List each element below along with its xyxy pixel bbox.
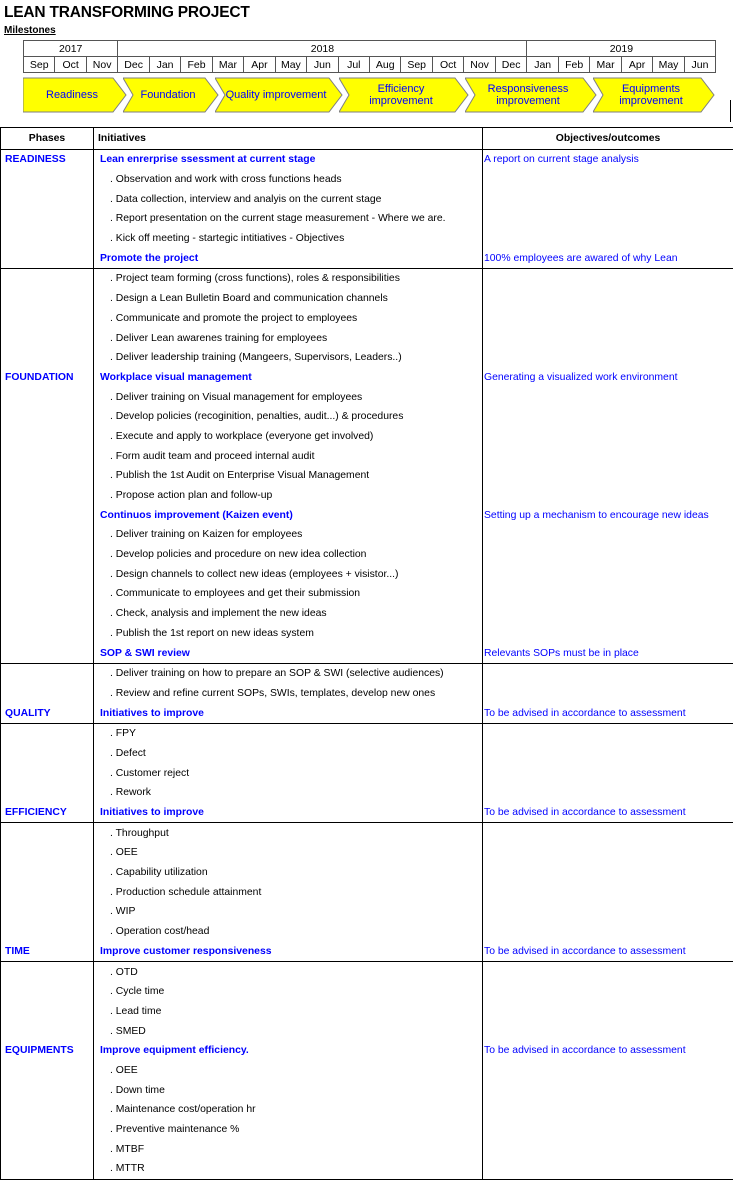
objective-cell [483, 1061, 733, 1081]
objective-cell [483, 348, 733, 368]
table-row [1, 269, 733, 289]
phase-cell [1, 982, 94, 1002]
phase-cell [1, 902, 94, 922]
initiative-item: . Operation cost/head [94, 922, 483, 942]
initiative-item: . Capability utilization [94, 863, 483, 883]
phase-cell [1, 1100, 94, 1120]
month-cell: Jun [684, 57, 716, 73]
table-header [1, 128, 733, 150]
objective-cell: To be advised in accordance to assessment [483, 803, 733, 823]
objective-cell [483, 663, 733, 683]
objective-cell [483, 564, 733, 584]
month-row [24, 57, 716, 73]
month-cell: Mar [590, 57, 621, 73]
objective-cell [483, 387, 733, 407]
phase-cell [1, 1139, 94, 1159]
phase-cell [1, 564, 94, 584]
initiative-heading: Improve customer responsiveness [94, 942, 483, 962]
initiative-item: . Check, analysis and implement the new ideas [94, 604, 483, 624]
milestone-label: Efficiency improvement [349, 76, 453, 114]
initiative-item: . Communicate to employees and get their submission [94, 584, 483, 604]
initiative-item: . Project team forming (cross functions), roles & responsibilities [94, 269, 483, 289]
phase-cell: QUALITY [1, 703, 94, 723]
table-row [1, 1159, 733, 1179]
objective-cell [483, 1159, 733, 1179]
table-row [1, 663, 733, 683]
table-row [1, 328, 733, 348]
milestone-arrow [465, 76, 597, 114]
phase-cell [1, 525, 94, 545]
table-row [1, 783, 733, 803]
table-row [1, 763, 733, 783]
phase-cell [1, 387, 94, 407]
table-row [1, 545, 733, 565]
month-cell: Sep [401, 57, 432, 73]
table-row [1, 466, 733, 486]
header-objectives: Objectives/outcomes [483, 128, 733, 150]
initiative-item: . Design channels to collect new ideas (employees + visistor...) [94, 564, 483, 584]
phase-cell [1, 823, 94, 843]
phase-cell [1, 643, 94, 663]
milestone-arrow [23, 76, 127, 114]
initiative-item: . Develop policies (recoginition, penalties, audit...) & procedures [94, 407, 483, 427]
header-phases: Phases [1, 128, 94, 150]
initiative-item: . Execute and apply to workplace (everyone get involved) [94, 427, 483, 447]
phase-cell [1, 309, 94, 329]
year-cell: 2019 [527, 41, 716, 57]
header-initiatives: Initiatives [94, 128, 483, 150]
table-row [1, 882, 733, 902]
initiative-heading: Continuos improvement (Kaizen event) [94, 505, 483, 525]
table-row [1, 564, 733, 584]
objective-cell [483, 309, 733, 329]
table-row [1, 368, 733, 388]
initiative-item: . Publish the 1st Audit on Enterprise Visual Management [94, 466, 483, 486]
initiative-item: . OEE [94, 1061, 483, 1081]
phase-cell: TIME [1, 942, 94, 962]
initiative-item: . Throughput [94, 823, 483, 843]
objective-cell [483, 407, 733, 427]
objective-cell: Relevants SOPs must be in place [483, 643, 733, 663]
initiative-item: . Report presentation on the current stage measurement - Where we are. [94, 209, 483, 229]
initiative-item: . WIP [94, 902, 483, 922]
phase-cell [1, 744, 94, 764]
objective-cell [483, 863, 733, 883]
phase-cell [1, 863, 94, 883]
phase-cell: EFFICIENCY [1, 803, 94, 823]
table-row [1, 1100, 733, 1120]
milestone-arrow [215, 76, 343, 114]
phase-cell [1, 604, 94, 624]
phase-cell [1, 584, 94, 604]
phase-cell [1, 1061, 94, 1081]
table-row [1, 170, 733, 190]
table-row [1, 723, 733, 743]
milestone-label: Quality improvement [225, 76, 327, 114]
table-row [1, 229, 733, 249]
objective-cell [483, 446, 733, 466]
initiative-heading: Improve equipment efficiency. [94, 1041, 483, 1061]
phase-cell [1, 248, 94, 268]
objective-cell [483, 922, 733, 942]
objective-cell: A report on current stage analysis [483, 150, 733, 170]
initiative-item: . Observation and work with cross functions heads [94, 170, 483, 190]
initiative-item: . MTBF [94, 1139, 483, 1159]
objective-cell [483, 1002, 733, 1022]
divider [730, 100, 731, 122]
phase-cell [1, 505, 94, 525]
month-cell: May [275, 57, 306, 73]
phase-cell [1, 427, 94, 447]
initiative-item: . Deliver training on Visual management for employees [94, 387, 483, 407]
table-row [1, 525, 733, 545]
phase-cell [1, 723, 94, 743]
milestones-label: Milestones [4, 25, 56, 36]
objective-cell [483, 982, 733, 1002]
objective-cell [483, 843, 733, 863]
table-row [1, 248, 733, 268]
phase-cell [1, 328, 94, 348]
month-cell: Oct [432, 57, 463, 73]
initiative-heading: Initiatives to improve [94, 703, 483, 723]
objective-cell [483, 209, 733, 229]
objective-cell [483, 229, 733, 249]
month-cell: Jul [338, 57, 369, 73]
month-cell: Aug [370, 57, 401, 73]
phase-cell [1, 407, 94, 427]
objective-cell [483, 783, 733, 803]
initiative-item: . Propose action plan and follow-up [94, 486, 483, 506]
initiative-heading: Lean enrerprise ssessment at current stage [94, 150, 483, 170]
phase-cell [1, 962, 94, 982]
objective-cell: To be advised in accordance to assessment [483, 942, 733, 962]
initiative-item: . Deliver Lean awarenes training for employees [94, 328, 483, 348]
initiative-heading: SOP & SWI review [94, 643, 483, 663]
initiative-item: . FPY [94, 723, 483, 743]
phase-cell [1, 1002, 94, 1022]
initiative-item: . Publish the 1st report on new ideas system [94, 624, 483, 644]
table-row [1, 486, 733, 506]
table-row [1, 1061, 733, 1081]
table-row [1, 922, 733, 942]
objective-cell [483, 604, 733, 624]
table-row [1, 289, 733, 309]
milestone-arrow [339, 76, 469, 114]
phase-cell [1, 1080, 94, 1100]
initiative-item: . Data collection, interview and analyis on the current stage [94, 189, 483, 209]
objective-cell [483, 584, 733, 604]
objective-cell [483, 289, 733, 309]
milestone-label: Foundation [133, 76, 203, 114]
initiative-item: . Develop policies and procedure on new idea collection [94, 545, 483, 565]
phases-table [0, 127, 733, 1180]
month-cell: Apr [621, 57, 652, 73]
table-row [1, 348, 733, 368]
table-row [1, 843, 733, 863]
initiative-item: . Form audit team and proceed internal audit [94, 446, 483, 466]
objective-cell [483, 1100, 733, 1120]
table-row [1, 643, 733, 663]
initiative-heading: Workplace visual management [94, 368, 483, 388]
objective-cell [483, 823, 733, 843]
milestone-label: Readiness [33, 76, 111, 114]
objective-cell: Generating a visualized work environment [483, 368, 733, 388]
phase-cell [1, 229, 94, 249]
phase-cell [1, 466, 94, 486]
initiative-item: . Customer reject [94, 763, 483, 783]
table-row [1, 407, 733, 427]
month-cell: Oct [55, 57, 86, 73]
table-row [1, 1021, 733, 1041]
milestone-timeline [23, 40, 716, 73]
phase-cell [1, 289, 94, 309]
table-row [1, 982, 733, 1002]
phase-cell [1, 209, 94, 229]
table-row [1, 1002, 733, 1022]
table-row [1, 309, 733, 329]
objective-cell [483, 1139, 733, 1159]
phase-cell: EQUIPMENTS [1, 1041, 94, 1061]
table-row [1, 863, 733, 883]
month-cell: Jan [149, 57, 180, 73]
objective-cell: To be advised in accordance to assessment [483, 703, 733, 723]
phase-cell [1, 882, 94, 902]
milestone-arrow [593, 76, 715, 114]
table-row [1, 387, 733, 407]
initiative-item: . Cycle time [94, 982, 483, 1002]
month-cell: Apr [244, 57, 275, 73]
initiative-item: . Production schedule attainment [94, 882, 483, 902]
table-row [1, 803, 733, 823]
phase-cell [1, 189, 94, 209]
initiative-item: . Deliver training on how to prepare an SOP & SWI (selective audiences) [94, 663, 483, 683]
milestone-label: Equipments improvement [603, 76, 699, 114]
month-cell: Nov [86, 57, 117, 73]
year-cell: 2018 [118, 41, 527, 57]
objective-cell [483, 525, 733, 545]
month-cell: Feb [558, 57, 589, 73]
objective-cell [483, 684, 733, 704]
month-cell: Nov [464, 57, 495, 73]
phase-cell [1, 763, 94, 783]
objective-cell [483, 466, 733, 486]
table-row [1, 703, 733, 723]
month-cell: Mar [212, 57, 243, 73]
month-cell: Dec [118, 57, 149, 73]
initiative-item: . OTD [94, 962, 483, 982]
initiative-item: . Preventive maintenance % [94, 1120, 483, 1140]
table-row [1, 823, 733, 843]
phase-cell [1, 446, 94, 466]
table-row [1, 624, 733, 644]
objective-cell [483, 763, 733, 783]
phase-cell [1, 783, 94, 803]
table-row [1, 446, 733, 466]
initiative-item: . Communicate and promote the project to employees [94, 309, 483, 329]
phase-cell [1, 663, 94, 683]
table-row [1, 1139, 733, 1159]
phase-cell [1, 922, 94, 942]
initiative-item: . Rework [94, 783, 483, 803]
objective-cell [483, 723, 733, 743]
table-row [1, 584, 733, 604]
milestone-arrows [23, 76, 715, 114]
month-cell: Dec [495, 57, 527, 73]
objective-cell [483, 170, 733, 190]
initiative-item: . Kick off meeting - startegic intitiatives - Objectives [94, 229, 483, 249]
initiative-item: . Deliver training on Kaizen for employees [94, 525, 483, 545]
table-row [1, 505, 733, 525]
month-cell: May [653, 57, 684, 73]
objective-cell [483, 1021, 733, 1041]
table-row [1, 209, 733, 229]
objective-cell [483, 486, 733, 506]
phase-cell [1, 1021, 94, 1041]
phase-cell [1, 624, 94, 644]
month-cell: Feb [181, 57, 212, 73]
table-row [1, 1041, 733, 1061]
objective-cell [483, 962, 733, 982]
initiative-item: . MTTR [94, 1159, 483, 1179]
phase-cell [1, 1120, 94, 1140]
phase-cell [1, 545, 94, 565]
objective-cell [483, 1080, 733, 1100]
initiative-item: . Review and refine current SOPs, SWIs, templates, develop new ones [94, 684, 483, 704]
objective-cell: Setting up a mechanism to encourage new ideas [483, 505, 733, 525]
phase-cell: READINESS [1, 150, 94, 170]
milestone-arrow [123, 76, 219, 114]
phase-cell [1, 486, 94, 506]
objective-cell [483, 1120, 733, 1140]
phase-cell [1, 684, 94, 704]
month-cell: Jun [307, 57, 338, 73]
table-row [1, 427, 733, 447]
table-row [1, 604, 733, 624]
year-row [24, 41, 716, 57]
initiative-item: . Deliver leadership training (Mangeers, Supervisors, Leaders..) [94, 348, 483, 368]
objective-cell [483, 427, 733, 447]
objective-cell [483, 545, 733, 565]
month-cell: Jan [527, 57, 558, 73]
milestone-label: Responsiveness improvement [475, 76, 581, 114]
month-cell: Sep [24, 57, 55, 73]
table-row [1, 942, 733, 962]
table-row [1, 744, 733, 764]
objective-cell [483, 328, 733, 348]
page-title: LEAN TRANSFORMING PROJECT [4, 4, 250, 22]
objective-cell [483, 269, 733, 289]
phase-cell: FOUNDATION [1, 368, 94, 388]
phase-cell [1, 843, 94, 863]
initiative-item: . Defect [94, 744, 483, 764]
phase-cell [1, 269, 94, 289]
table-row [1, 1080, 733, 1100]
objective-cell: 100% employees are awared of why Lean [483, 248, 733, 268]
table-row [1, 962, 733, 982]
phase-cell [1, 1159, 94, 1179]
table-row [1, 902, 733, 922]
table-row [1, 189, 733, 209]
objective-cell [483, 189, 733, 209]
initiative-heading: Promote the project [94, 248, 483, 268]
table-row [1, 150, 733, 170]
objective-cell [483, 744, 733, 764]
year-cell: 2017 [24, 41, 118, 57]
initiative-item: . OEE [94, 843, 483, 863]
initiative-item: . Lead time [94, 1002, 483, 1022]
phase-cell [1, 170, 94, 190]
initiative-item: . Design a Lean Bulletin Board and communication channels [94, 289, 483, 309]
objective-cell: To be advised in accordance to assessment [483, 1041, 733, 1061]
initiative-heading: Initiatives to improve [94, 803, 483, 823]
objective-cell [483, 882, 733, 902]
objective-cell [483, 624, 733, 644]
objective-cell [483, 902, 733, 922]
initiative-item: . Maintenance cost/operation hr [94, 1100, 483, 1120]
table-row [1, 1120, 733, 1140]
initiative-item: . SMED [94, 1021, 483, 1041]
initiative-item: . Down time [94, 1080, 483, 1100]
table-row [1, 684, 733, 704]
phase-cell [1, 348, 94, 368]
